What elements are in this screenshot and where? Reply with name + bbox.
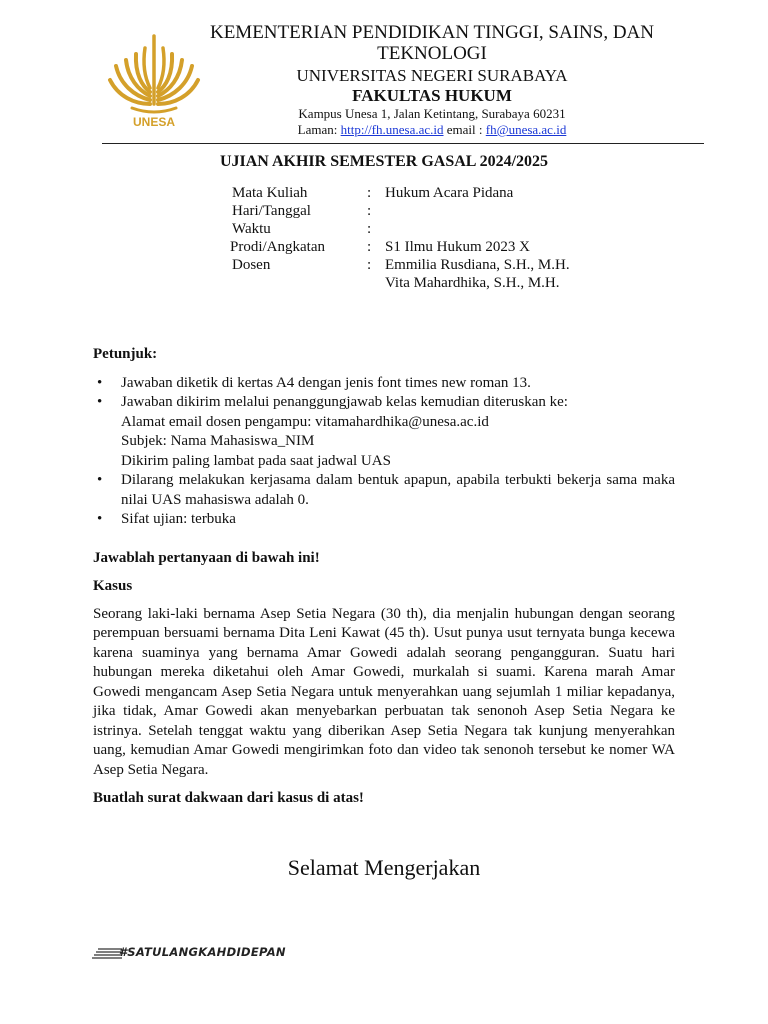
bullet-icon: • (97, 374, 103, 391)
course-value: Hukum Acara Pidana (385, 185, 514, 201)
time-label: Waktu (232, 221, 271, 237)
list-item (93, 510, 675, 530)
instruction-subject-line: Subjek: Nama Mahasiswa_NIM (121, 433, 315, 449)
program-value: S1 Ilmu Hukum 2023 X (385, 239, 531, 255)
contact-line (190, 122, 674, 137)
instruction-deadline-line: Dikirim paling lambat pada saat jadwal UAS (121, 452, 391, 469)
answer-prompt: Jawablah pertanyaan di bawah ini! (93, 549, 320, 566)
info-row-lecturer (228, 256, 648, 274)
speed-lines-icon (92, 947, 122, 959)
task-instruction: Buatlah surat dakwaan dari kasus di atas! (93, 790, 364, 806)
program-label: Prodi/Angkatan (230, 239, 325, 255)
list-item (93, 374, 675, 394)
instruction-text: Dilarang melakukan kerjasama dalam bentuk apapun, apabila terbukti bekerja sama maka nilai UAS mahasiswa adalah 0. (121, 472, 675, 508)
bullet-icon: • (97, 472, 103, 488)
instructions-list (93, 374, 675, 530)
bullet-icon: • (97, 394, 103, 410)
email-link[interactable]: fh@unesa.ac.id (485, 122, 567, 137)
faculty-name: FAKULTAS HUKUM (352, 86, 512, 105)
info-row-lecturer-2 (228, 274, 648, 292)
list-item (93, 393, 675, 471)
colon: : (367, 203, 372, 219)
info-row-time (228, 220, 648, 238)
lecturer-label: Dosen (232, 257, 271, 273)
info-row-date (228, 202, 648, 220)
exam-content (93, 345, 675, 809)
instruction-text: Sifat ujian: terbuka (121, 511, 236, 527)
instruction-text: Jawaban dikirim melalui penanggungjawab kelas kemudian diteruskan ke: (121, 394, 568, 410)
instructions-heading: Petunjuk: (93, 346, 158, 362)
campus-address: Kampus Unesa 1, Jalan Ketintang, Surabaya 60231 (298, 106, 566, 121)
exam-info-table (228, 184, 648, 292)
web-prefix: Laman: (297, 122, 338, 137)
closing-message: Selamat Mengerjakan (287, 855, 481, 880)
logo-text: UNESA (132, 115, 176, 129)
website-link[interactable]: http://fh.unesa.ac.id (340, 122, 444, 137)
list-item (93, 471, 675, 510)
info-row-program (228, 238, 648, 256)
email-prefix: email : (446, 122, 483, 137)
unesa-logo-icon (104, 30, 204, 130)
instruction-text: Jawaban diketik di kertas A4 dengan jenis font times new roman 13. (121, 374, 531, 391)
colon: : (367, 257, 372, 273)
ministry-name: KEMENTERIAN PENDIDIKAN TINGGI, SAINS, DAN TEKNOLOGI (209, 22, 654, 64)
case-text: Seorang laki-laki bernama Asep Setia Negara (30 th), dia menjalin hubungan dengan seorang perempuan bersuami bernama Dita Leni Kawat (45 th). Usut punya usut ternyata bunga kecewa karena suaminya yang bernama Amar Gowedi adalah seorang pengangguran. Suatu hari hubungan mereka diketahui oleh Amar Gowedi, murkalah si suami. Karena marah Amar Gowedi mengancam Asep Setia Negara untuk menyerahkan uang sejumlah 1 miliar kepadanya, jika tidak, Amar Gowedi akan menyebarkan perbuatan tak senonoh Asep Setia Negara ke istrinya. Setelah tenggat waktu yang diberikan Asep Setia Negara tak kunjung menyerahkan uang, kemudian Amar Gowedi mengirimkan foto dan video tak senonoh tersebut ke nomer WA Asep Setia Negara. (93, 605, 675, 778)
colon: : (367, 185, 372, 201)
date-label: Hari/Tanggal (232, 203, 311, 219)
course-label: Mata Kuliah (232, 185, 308, 201)
lecturer-1: Emmilia Rusdiana, S.H., M.H. (385, 257, 570, 273)
exam-title: UJIAN AKHIR SEMESTER GASAL 2024/2025 (219, 153, 549, 170)
info-row-course (228, 184, 648, 202)
university-name: UNIVERSITAS NEGERI SURABAYA (296, 66, 568, 85)
lecturer-2: Vita Mahardhika, S.H., M.H. (385, 275, 560, 291)
tagline-text: #SATULANGKAHDIDEPAN (119, 945, 286, 959)
case-heading: Kasus (93, 578, 133, 594)
instruction-email-line: Alamat email dosen pengampu: vitamahardhika@unesa.ac.id (121, 413, 489, 430)
colon: : (367, 221, 372, 237)
letterhead-divider (102, 143, 704, 144)
colon: : (367, 239, 372, 255)
bullet-icon: • (97, 511, 103, 527)
